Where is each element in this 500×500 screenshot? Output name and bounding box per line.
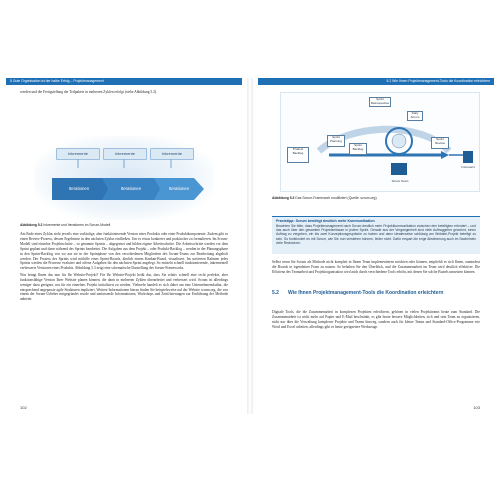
figure-5-3-caption: [272, 196, 480, 200]
sprint-review-node: Sprint Review: [431, 137, 449, 149]
scrum-framework-figure: [280, 92, 480, 192]
caption-text: Inkremente und Iterationen im Scrum-Modell: [43, 223, 111, 227]
daily-scrum-node: Daily Scrum: [407, 111, 423, 121]
left-page: [6, 78, 242, 414]
product-backlog-node: Product Backlog: [287, 147, 309, 163]
right-body-1: [272, 260, 480, 276]
book-gutter: [247, 78, 253, 414]
sprint-backlog-node: Sprint Backlog: [349, 143, 367, 155]
caption-label: Abbildung 5.2: [20, 223, 43, 227]
increment-box-3: Inkremente: [150, 148, 194, 160]
section-title: Wie Ihnen Projektmanagement-Tools die Koordination erleichtern: [288, 290, 444, 296]
scrum-team-label: Scrum Team: [391, 179, 409, 183]
iteration-label-1: Iterationen: [68, 186, 90, 191]
increment-box-2: Inkremente: [103, 148, 147, 160]
tip-body: Beachten Sie bitte, dass Projektmanagement nach Scrum deutlich mehr Projektkommunikation zwischen den beteiligten erfordert – und das auch über den gesamten Projektzeitraum in jedem Sprint. Gerade aus der Vergangenheit sind viele Auftraggeber gewohnt, einen Auftrag zu vergeben, ein bis zwei Konzeptionsgespräche zu haben und dann idealerweise schlüssig am Website-Projekt beteiligt zu sein. So funktioniert es mit Scrum, wie Sie nun verstehen können, leider nicht. Dafür erspart die enge Abstimmung auch im Nachhinein viele Revisionen.: [276, 224, 476, 245]
right-page-header: 5.2 Wie Ihnen Projektmanagement-Tools die Koordination erleichtern: [258, 78, 494, 85]
sprint-planning-node: Sprint Planning: [327, 135, 345, 147]
body-paragraph-3: Selbst wenn Sie Scrum als Methode nicht komplett in Ihrem Team implementieren möchten oder können, empfiehlt es sich Ihnen, zumindest die Boards in irgendeiner Form zu nutzen. So behalten Sie den Überblick, und die Zusammenarbeit im Team wird deutlich effektiver. Die Effizienz des Teamarbeit und Projektorganisation wird auch durch verschiedene Tools erhöht, mit denen Sie solche Boards umsetzen können.: [272, 260, 480, 274]
left-page-header: 5 Gute Organisation ist der halbe Erfolg – Projektmanagement: [6, 78, 242, 85]
increment-box-1: Inkremente: [56, 148, 100, 160]
left-intro: [20, 90, 228, 97]
page-number-left: 102: [20, 405, 27, 410]
scrum-increments-figure: [34, 136, 214, 220]
increment-label: Increment: [461, 165, 475, 169]
caption-label: Abbildung 5.3: [272, 196, 295, 200]
section-number: 5.2: [272, 290, 279, 296]
right-body-2: [272, 310, 480, 331]
scrum-flow-diagram: [281, 93, 479, 191]
section-heading: [272, 290, 480, 296]
body-paragraph-4: Digitale Tools, die die Zusammenarbeit in komplexen Projekten erleichtern, gehören in vielen Projektteams heute zum Standard. Die Zusammenarbeit ist nicht mehr auf Papier und E-Mail beschränkt, es gibt heute bessere Möglichkeiten, sich und sein Team zu organisieren, nicht nur über die Verwaltung komplexer Projekte und Teams hinweg, sondern auch für kleine Teams und Standard-Office-Programme wie Word und Excel arbeiten, allerdings gibt es heute geeignetere Werkzeuge.: [272, 310, 480, 329]
practice-tip-box: [272, 216, 480, 254]
sprint-retro-node: Sprint Retrospective: [369, 97, 391, 107]
figure-5-2-caption: [20, 223, 228, 227]
iteration-label-2: Iterationen: [120, 186, 142, 191]
intro-paragraph: werden und die Fertigstellung der Teilpakete in mehreren Zyklen erfolgt (siehe Abbildung 5.2).: [20, 90, 158, 94]
body-paragraph-1: Am Ende eines Zyklus steht jeweils eine vorläufige, aber funktionierende Version eines Produkts oder einer Produktkomponente. Zudem gibt es einen Review-Prozess, dessen Ergebnisse in den nächsten Zyklus einfließen. Um es etwas konkreter und praktischer zu formulieren: Im Scrum-Modell sind einzelne Projektschritte – so genannte Sprints – abgegrenzt und bilden eigene Arbeitsschritte. Die Arbeitsschritte werden vor dem Sprint geplant und dann während des Sprints bearbeitet. Die Aufgaben aus dem Projekt – oder Produkt-Backlog – werden in der Planungsphase in den Sprint-Backlog von wo aus sie in der Sprintphase von den verschiedenen Mitgliedern des Scrum-Teams zur Bearbeitung abgeholt werden. Der Prozess des Sprints wird mithilfe eines Sprint-Boards, ähnlich einem Kanban-Board, visualisiert. Im sortierten Rahmen jedes Sprints werden die Prozesse evaluiert und offene Aufgaben für den nächsten Sprint angelegt. So entsteht schnell funktionierende, inkrementell verbesserte Versionen eines Produkts. Abbildung 5.3 zeigt eine schematische Darstellung des Scrum-Frameworks.: [20, 232, 228, 271]
left-body: [20, 232, 228, 304]
iteration-label-3: Iterationen: [168, 186, 190, 191]
caption-text: Das Scrum-Framework modifiziert (Quelle: scrum.org): [295, 196, 377, 200]
body-paragraph-2: Was bringt Ihnen das nun für Ihr Website-Projekt? Für Ihr Website-Projekt heißt das, dass Sie relativ schnell eine recht perfekte, aber funktionsfähige Version Ihrer Website planen können, die dann in mehreren Zyklen überarbeitet und verbessert wird. Scrum ist allerdings weniger dazu geeignet, nur für ein einzelnes Projekt initialisiert zu werden. Vielmehr handelt es sich dabei um eine Unternehmenskultur, die entsprechend angepasste agile Strukturen impliziert. Weitere Informationen hierzu finden Sie beispielsweise auf der Website scrum.org, die von einem der Scrum-Urheber mitgegründet wurde und umfassende Informationen, Workshops und Zertifizierungen zur Einführung der Methode anbietet.: [20, 272, 228, 302]
page-number-right: 103: [473, 405, 480, 410]
right-page: [258, 78, 494, 414]
tip-title: Praxistipp: Scrum benötigt deutlich mehr Kommunikation: [276, 219, 375, 223]
